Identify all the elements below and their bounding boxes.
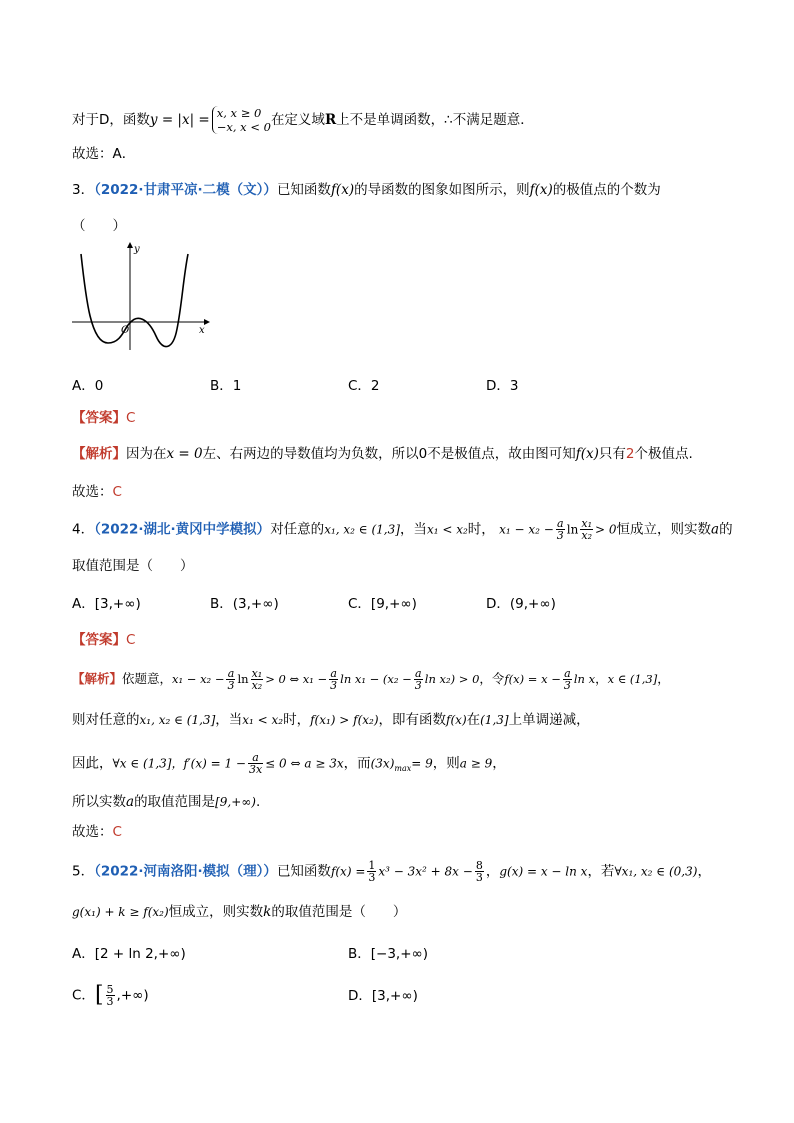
q5-option-c[interactable] bbox=[72, 984, 149, 1007]
q4-analysis-line-1 bbox=[72, 668, 670, 691]
prev-mid: 在定义域 bbox=[270, 112, 325, 128]
q3-source: （2022·甘肃平凉·二模（文）） bbox=[94, 182, 277, 198]
q4-answer-value: C bbox=[126, 632, 136, 648]
piecewise-brace bbox=[212, 106, 271, 134]
q3-choice-value: C bbox=[112, 484, 122, 500]
q3-answer-label: 【答案】 bbox=[72, 410, 126, 426]
q4-an2-e: 在 bbox=[466, 712, 481, 728]
q3-analysis-fx: f(x) bbox=[575, 446, 599, 462]
q3-analysis-label: 【解析】 bbox=[72, 446, 126, 462]
q4-analysis-label: 【解析】 bbox=[72, 671, 123, 686]
q4-an1-ln: ln bbox=[237, 672, 249, 686]
q3-analysis bbox=[72, 444, 693, 464]
q5-stem-c: ，若 bbox=[587, 863, 615, 880]
q5-option-a[interactable]: A．[2 + ln 2,+∞) bbox=[72, 946, 186, 962]
prev-prefix: 对于D，函数 bbox=[72, 112, 150, 128]
q4-an2-f2: 上单调递减， bbox=[508, 712, 590, 728]
q5-opt-c-bracket: [ bbox=[94, 982, 104, 1008]
q4-an1-frac-3-num: a bbox=[330, 667, 337, 680]
graph-label-x: x bbox=[199, 325, 205, 336]
q4-answer bbox=[72, 630, 135, 650]
q3-analysis-d: 只有 bbox=[598, 446, 626, 462]
graph-label-y: y bbox=[134, 244, 140, 255]
q4-an1-b: ，令 bbox=[479, 671, 505, 686]
q3-stem-a: 已知函数 bbox=[276, 182, 331, 198]
q4-an3-num: a bbox=[248, 752, 263, 764]
q4-ineq-b: > 0 bbox=[595, 522, 617, 537]
q5-f-n2: 8 bbox=[475, 859, 483, 872]
q4-an3-f: (3x) bbox=[370, 756, 395, 771]
q4-ln-num: x₁ bbox=[581, 517, 592, 530]
q3-number: 3． bbox=[72, 182, 95, 198]
prev-suffix: 上不是单调函数，∴不满足题意． bbox=[336, 112, 534, 128]
q4-stem-b: ，当 bbox=[399, 521, 427, 538]
q5-stem-d: ， bbox=[697, 863, 711, 880]
q5-f-d2: 3 bbox=[475, 871, 483, 884]
q4-an1-frac-4 bbox=[414, 668, 423, 691]
q4-an4-a: 所以实数 bbox=[72, 794, 126, 810]
q4-vars: x₁, x₂ ∈ (1,3] bbox=[324, 522, 400, 537]
q4-an1-frac-1 bbox=[226, 668, 235, 691]
q4-choice-value: C bbox=[112, 824, 122, 840]
q4-ineq-a: x₁ − x₂ − bbox=[499, 522, 554, 537]
q5-opt-c-num: 5 bbox=[106, 983, 114, 996]
q4-an3-j: ， bbox=[492, 755, 506, 772]
q4-stem bbox=[72, 518, 733, 541]
q5-stem-a: 已知函数 bbox=[276, 863, 331, 880]
q4-an3-b: ∀x ∈ (1,3]， bbox=[112, 756, 184, 771]
q4-an1-frac-3 bbox=[329, 668, 338, 691]
q4-an1-f: f(x) = x − bbox=[504, 672, 561, 686]
q3-analysis-b: 左、右两边的导数值均为负数，所以 bbox=[202, 446, 419, 462]
q4-an1-frac-1-num: a bbox=[227, 667, 235, 680]
q4-analysis-line-3 bbox=[72, 752, 506, 779]
q4-an1-frac-2-den: x₂ bbox=[251, 679, 263, 692]
q5-f-d1: 3 bbox=[368, 871, 376, 884]
q4-an3-c: f′(x) = 1 − bbox=[183, 756, 246, 771]
q4-choice-prefix: 故选： bbox=[72, 824, 113, 840]
q3-fx: f(x) bbox=[330, 182, 355, 198]
q3-fx-2: f(x) bbox=[529, 182, 553, 198]
q5-line2-b: 恒成立，则实数 bbox=[168, 904, 264, 920]
x-axis-arrow bbox=[204, 319, 210, 325]
q5-stem bbox=[72, 860, 711, 883]
q4-ln-den: x₂ bbox=[581, 529, 592, 542]
q4-source: （2022·湖北·黄冈中学模拟） bbox=[94, 521, 271, 538]
q4-an3-e: ，而 bbox=[343, 755, 371, 772]
q3-stem-b: 的导函数的图象如图所示，则 bbox=[354, 182, 530, 198]
graph-label-origin: O bbox=[121, 325, 130, 336]
q4-an3-max: max bbox=[394, 764, 412, 774]
q4-an1-eq1: x₁ − x₂ − bbox=[172, 672, 225, 686]
abs-function: y = |x| = bbox=[149, 112, 210, 128]
q5-frac-8-3 bbox=[475, 860, 484, 883]
q5-line2-a: g(x₁) + k ≥ f(x₂) bbox=[72, 905, 169, 919]
q3-stem bbox=[72, 180, 661, 200]
q4-stem-a: 对任意的 bbox=[270, 521, 325, 538]
q4-an2-int: (1,3] bbox=[480, 713, 509, 727]
q4-an1-eq4: ln x₂) > 0 bbox=[424, 672, 480, 686]
q3-analysis-e: 个极值点. bbox=[634, 446, 693, 462]
q4-an1-frac-3-den: 3 bbox=[330, 679, 338, 692]
q5-opt-c-frac bbox=[106, 984, 115, 1007]
q4-an1-c: ， bbox=[595, 671, 608, 686]
q3-analysis-zero: 0 bbox=[418, 446, 428, 462]
q3-analysis-a: 因为在 bbox=[126, 446, 167, 462]
q4-an1-frac-2 bbox=[251, 668, 264, 691]
q4-analysis-line-2 bbox=[72, 710, 590, 730]
q4-an2-cond: x₁ < x₂ bbox=[242, 713, 284, 727]
q5-opt-c-den: 3 bbox=[106, 995, 114, 1008]
q4-an4-e: . bbox=[255, 794, 261, 810]
q3-option-c[interactable]: C．2 bbox=[348, 378, 380, 394]
q4-an2-fx: f(x) bbox=[446, 713, 467, 727]
y-axis-arrow bbox=[127, 242, 133, 248]
q4-an2-a: 则对任意的 bbox=[72, 712, 140, 728]
q3-answer bbox=[72, 408, 135, 428]
q4-an1-f2: ln x bbox=[573, 672, 596, 686]
q3-option-a[interactable]: A．0 bbox=[72, 378, 104, 394]
q4-an2-c: 时， bbox=[283, 712, 311, 728]
q5-f-mid: x³ − 3x² + 8x − bbox=[378, 864, 473, 879]
q4-number: 4． bbox=[72, 521, 95, 538]
q4-frac-num: a bbox=[557, 517, 564, 530]
q4-stem-f: 取值范围是（ ） bbox=[72, 558, 194, 574]
q3-answer-value: C bbox=[126, 410, 136, 426]
q5-opt-c-post: ,+∞) bbox=[116, 987, 149, 1004]
q4-an3-g: = 9 bbox=[411, 756, 433, 771]
q4-an1-frac-2-num: x₁ bbox=[251, 667, 263, 680]
q3-analysis-c: 不是极值点，故由图可知 bbox=[427, 446, 576, 462]
q4-an3-den: 3x bbox=[248, 763, 263, 776]
q4-an4-b: a bbox=[126, 794, 135, 810]
q4-an2-b: ，当 bbox=[215, 712, 243, 728]
q4-ln: ln bbox=[566, 522, 579, 537]
q4-cond: x₁ < x₂ bbox=[426, 522, 468, 537]
q4-an1-frac-4-num: a bbox=[415, 667, 422, 680]
q3-paren: （ ） bbox=[72, 218, 126, 234]
piecewise-case-1: x, x ≥ 0 bbox=[216, 106, 262, 120]
q4-an3-d: ≤ 0 ⇔ a ≥ 3x bbox=[265, 756, 344, 771]
q4-option-a[interactable]: A．[3,+∞) bbox=[72, 596, 141, 612]
q4-option-c[interactable]: C．[9,+∞) bbox=[348, 596, 417, 612]
q5-forall: ∀x₁, x₂ ∈ (0,3) bbox=[614, 864, 698, 879]
q4-an1-frac-4-den: 3 bbox=[414, 679, 422, 692]
q3-option-d[interactable]: D．3 bbox=[486, 378, 519, 394]
q4-an2-d: ，即有函数 bbox=[378, 712, 447, 728]
derivative-graph bbox=[70, 240, 212, 356]
q4-answer-label: 【答案】 bbox=[72, 632, 126, 648]
q4-an3-frac bbox=[248, 752, 263, 775]
q3-analysis-x0: x = 0 bbox=[166, 446, 203, 462]
q5-stem-b: ， bbox=[485, 863, 500, 880]
prev-solution-line bbox=[72, 106, 534, 134]
q5-source: （2022·河南洛阳·模拟（理）） bbox=[94, 863, 277, 880]
q5-opt-c-pre: C． bbox=[72, 987, 95, 1004]
q4-an3-h: ，则 bbox=[432, 755, 460, 772]
q5-f-n1: 1 bbox=[368, 859, 376, 872]
q4-fraction-x1-x2 bbox=[580, 518, 593, 541]
q4-an1-eq3: ln x₁ − (x₂ − bbox=[340, 672, 412, 686]
q5-frac-1-3 bbox=[367, 860, 376, 883]
q4-stem-e: 的 bbox=[719, 521, 733, 538]
q4-an1-a: 依题意， bbox=[122, 671, 173, 686]
q3-choice bbox=[72, 482, 122, 502]
q4-frac-den: 3 bbox=[556, 529, 564, 542]
q4-an1-d: ， bbox=[657, 671, 670, 686]
q3-option-b[interactable]: B．1 bbox=[210, 378, 242, 394]
q4-option-b[interactable]: B．(3,+∞) bbox=[210, 596, 279, 612]
q4-an2-vars: x₁, x₂ ∈ (1,3] bbox=[139, 713, 216, 727]
q3-choice-prefix: 故选： bbox=[72, 484, 113, 500]
q5-number: 5． bbox=[72, 863, 95, 880]
q5-g: g(x) = x − ln x bbox=[499, 864, 588, 879]
q3-analysis-two: 2 bbox=[625, 446, 635, 462]
q4-stem-c: 时， bbox=[467, 521, 495, 538]
q5-k: k bbox=[263, 904, 272, 920]
q4-choice bbox=[72, 822, 122, 842]
q4-an1-frac-1-den: 3 bbox=[227, 679, 235, 692]
q4-an1-frac-5-num: a bbox=[564, 667, 571, 680]
q3-stem-c: 的极值点的个数为 bbox=[552, 182, 661, 198]
q4-an4-d: [9,+∞) bbox=[215, 795, 256, 809]
q5-option-b[interactable]: B．[−3,+∞) bbox=[348, 946, 429, 962]
q5-f-lhs: f(x) = bbox=[330, 864, 366, 879]
q4-fraction-a-3 bbox=[556, 518, 565, 541]
derivative-curve bbox=[81, 254, 188, 347]
prev-choice: 故选：A． bbox=[72, 146, 136, 162]
q4-an3-a: 因此， bbox=[72, 755, 113, 772]
domain-r: R bbox=[324, 112, 337, 128]
q4-an1-frac-5-den: 3 bbox=[563, 679, 571, 692]
q5-option-d[interactable]: D．[3,+∞) bbox=[348, 988, 418, 1004]
q5-line2-c: 的取值范围是（ ） bbox=[271, 904, 407, 920]
q4-an1-dom: x ∈ (1,3] bbox=[607, 672, 658, 686]
q4-an4-c: 的取值范围是 bbox=[134, 794, 216, 810]
q4-an2-f: f(x₁) > f(x₂) bbox=[310, 713, 379, 727]
q5-stem-line-2 bbox=[72, 902, 406, 922]
piecewise-case-2: −x, x < 0 bbox=[216, 120, 271, 134]
q4-option-d[interactable]: D．(9,+∞) bbox=[486, 596, 556, 612]
q4-a: a bbox=[711, 521, 720, 538]
q4-an1-frac-5 bbox=[563, 668, 572, 691]
q4-an3-i: a ≥ 9 bbox=[459, 756, 493, 771]
q4-stem-d: 恒成立，则实数 bbox=[616, 521, 712, 538]
q4-analysis-line-4 bbox=[72, 792, 260, 812]
q4-an1-eq2: > 0 ⇔ x₁ − bbox=[265, 672, 328, 686]
